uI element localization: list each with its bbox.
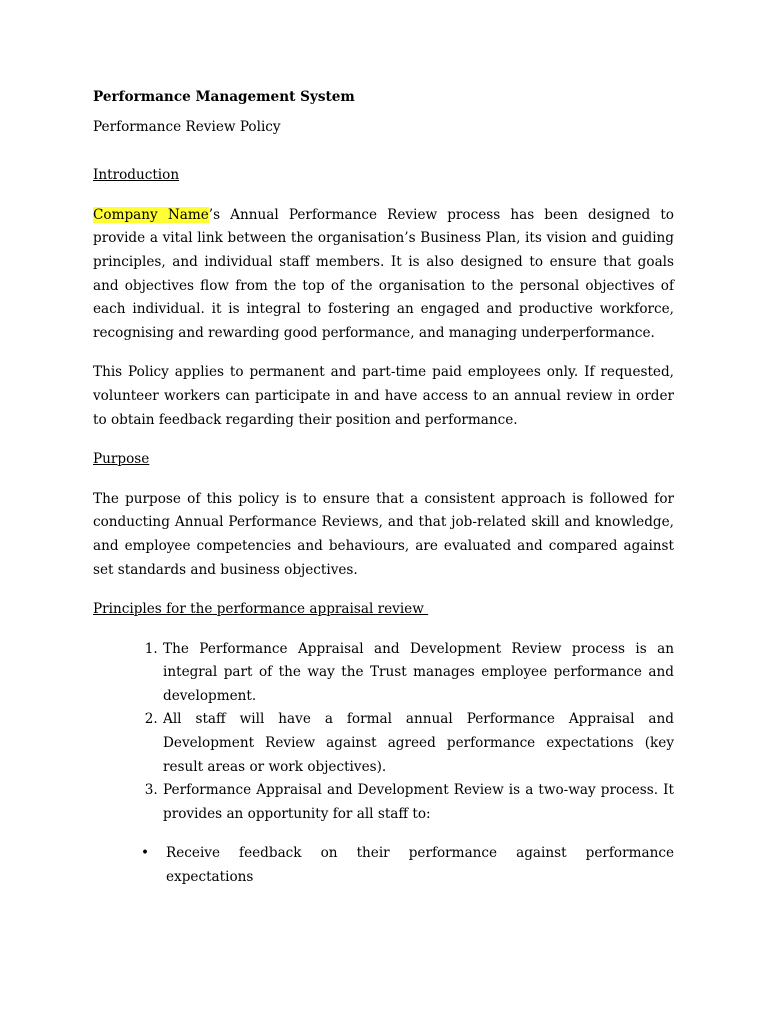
bullet-icon: • bbox=[141, 845, 150, 862]
principles-list bbox=[93, 638, 674, 827]
principles-heading bbox=[93, 598, 674, 622]
purpose-paragraph: The purpose of this policy is to ensure that a consistent approach is followed for conducting Annual Performance Reviews, and that job-related skill and knowledge, and employee competencies and behaviours, are evaluated and compared against set standards and business objectives. bbox=[93, 490, 674, 578]
purpose-heading: Purpose bbox=[93, 451, 150, 468]
company-name-placeholder: Company Name bbox=[93, 206, 209, 223]
staff-opportunities-list bbox=[93, 842, 674, 889]
document-subtitle: Performance Review Policy bbox=[93, 118, 281, 135]
principles-list-item: 1. The Performance Appraisal and Development Review process is an integral part of the way the Trust manages employee performance and development. bbox=[162, 638, 674, 709]
introduction-paragraph-2: This Policy applies to permanent and part-time paid employees only. If requested, volunteer workers can participate in and have access to an annual review in order to obtain feedback regarding their position and performance. bbox=[93, 364, 674, 428]
introduction-heading: Introduction bbox=[93, 167, 180, 184]
introduction-paragraph-1-text: ’s Annual Performance Review process has been designed to provide a vital link between the organisation’s Business Plan, its vision and guiding principles, and individual staff members. It is also designed to ensure that goals and objectives flow from the top of the organisation to the personal objectives of each individual. it is integral to fostering an engaged and productive workforce, recognising and rewarding good performance, and managing underperformance. bbox=[93, 206, 674, 341]
staff-opportunity-item bbox=[141, 842, 674, 889]
principles-heading-text: Principles for the performance appraisal review bbox=[93, 601, 429, 618]
document-title: Performance Management System bbox=[93, 89, 355, 105]
document-body bbox=[93, 86, 674, 890]
introduction-paragraph-1 bbox=[93, 204, 674, 346]
principles-list-item: 2. All staff will have a formal annual Performance Appraisal and Development Review against agreed performance expectations (key result areas or work objectives). bbox=[162, 708, 674, 779]
principles-list-item: 3. Performance Appraisal and Development Review is a two-way process. It provides an opportunity for all staff to: bbox=[162, 779, 674, 826]
staff-opportunity-text: Receive feedback on their performance against performance expectations bbox=[166, 845, 674, 886]
